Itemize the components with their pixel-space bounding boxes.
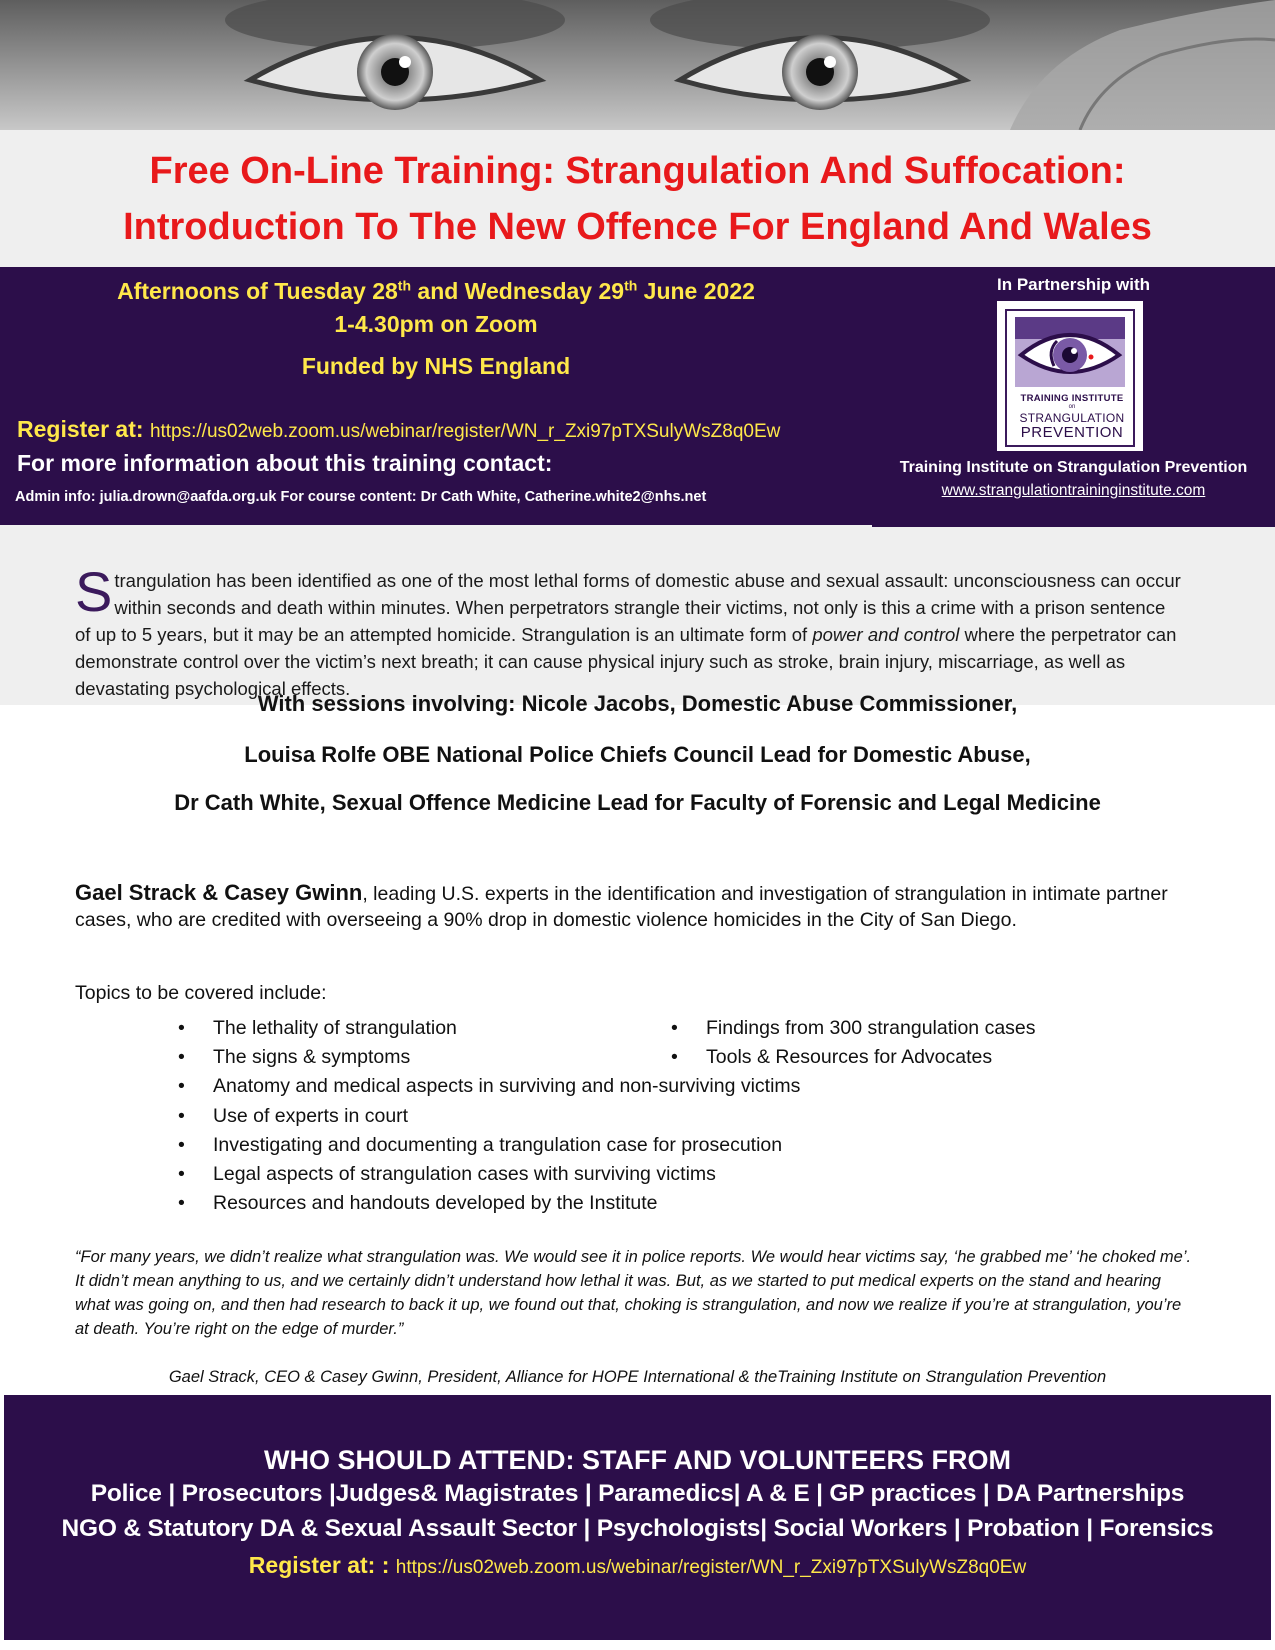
list-item <box>671 1013 1036 1044</box>
experts-paragraph <box>75 880 1185 933</box>
list-item <box>178 1013 457 1044</box>
institute-website-link[interactable]: www.strangulationtraininginstitute.com <box>941 482 1206 499</box>
audience-heading: WHO SHOULD ATTEND: STAFF AND VOLUNTEERS FROM <box>264 1445 1011 1475</box>
event-details-panel <box>0 267 872 525</box>
intro-italic: power and control <box>812 624 960 645</box>
bullet: • <box>178 1192 185 1214</box>
logo-text-1: TRAINING INSTITUTE <box>1020 393 1124 404</box>
date-text-1: Afternoons of Tuesday 28 <box>117 278 398 304</box>
intro-paragraph <box>75 560 1185 702</box>
list-item <box>178 1159 716 1190</box>
session-speaker-2: Louisa Rolfe OBE National Police Chiefs Council Lead for Domestic Abuse, <box>244 742 1031 767</box>
date-sup-2: th <box>624 277 638 294</box>
topic-text: The signs & symptoms <box>213 1046 411 1068</box>
logo-text-2: on <box>1068 404 1076 410</box>
title-line-2: Introduction To The New Offence For England And Wales <box>123 206 1152 248</box>
topic-text: Findings from 300 strangulation cases <box>706 1017 1036 1039</box>
bottom-register-link[interactable]: https://us02web.zoom.us/webinar/register/WN_r_Zxi97pTXSulyWsZ8q0Ew <box>395 1557 1027 1578</box>
quote-attribution: Gael Strack, CEO & Casey Gwinn, President, Alliance for HOPE International & theTraining Institute on Strangulation Prevention <box>168 1368 1107 1386</box>
intro-section <box>0 527 1275 705</box>
bullet: • <box>671 1046 678 1068</box>
topic-text: The lethality of strangulation <box>213 1017 457 1039</box>
date-text-3: June 2022 <box>637 278 755 304</box>
hero-eyes-image <box>0 0 1275 130</box>
partner-panel <box>872 267 1275 527</box>
topics-label: Topics to be covered include: <box>75 982 327 1004</box>
list-item <box>178 1101 409 1132</box>
testimonial-quote: “For many years, we didn’t realize what strangulation was. We would see it in police reports. We would hear victims say, ‘he grabbed me’ ‘he choked me’. It didn’t mean anything to us, and we certainly didn’t understand how lethal it was. But, as we started to put medical experts on the stand and hearing what was going on, and then had research to back it up, we found out that, choking is strangulation, and now we realize if you’re at strangulation, you’re at death. You’re right on the edge of murder.” <box>75 1248 1192 1338</box>
list-item <box>178 1071 801 1102</box>
contact-info: Admin info: julia.drown@aafda.org.uk For course content: Dr Cath White, Catherine.white2@nhs.net <box>15 489 707 505</box>
topic-text: Investigating and documenting a trangulation case for prosecution <box>213 1134 783 1156</box>
bullet: • <box>178 1134 185 1156</box>
title-band <box>0 130 1275 267</box>
list-item <box>671 1042 993 1073</box>
bullet: • <box>671 1017 678 1039</box>
intro-text-2: where the perpetrator can demonstrate control over the victim’s next breath; it can cause physical injury such as stroke, brain injury, miscarriage, as well as devastating psychological effects. <box>75 624 1177 699</box>
event-info-band <box>0 267 1275 527</box>
event-date <box>0 275 872 307</box>
bullet: • <box>178 1105 185 1127</box>
intro-text-1: trangulation has been identified as one of the most lethal forms of domestic abuse and sexual assault: unconsciousness can occur within seconds and death within minutes. When perpetrators strangle their victims, not only is this a crime with a prison sentence of up to 5 years, but it may be an attempted homicide. Strangulation is an ultimate form of <box>75 570 1181 645</box>
register-link[interactable]: https://us02web.zoom.us/webinar/register/WN_r_Zxi97pTXSulyWsZ8q0Ew <box>149 421 781 442</box>
topic-text: Tools & Resources for Advocates <box>706 1046 993 1068</box>
list-item <box>178 1130 783 1161</box>
eye-logo-icon <box>1007 311 1133 391</box>
logo-text-3: STRANGULATION <box>1019 411 1125 425</box>
date-sup-1: th <box>397 277 412 294</box>
experts-description: , leading U.S. experts in the identification and investigation of strangulation in intimate partner cases, who are credited with overseeing a 90% drop in domestic violence homicides in the City of San Diego. <box>75 883 1168 931</box>
topic-text: Resources and handouts developed by the Institute <box>213 1192 658 1214</box>
audience-line-1: Police | Prosecutors |Judges& Magistrates | Paramedics| A & E | GP practices | DA Partnerships <box>90 1480 1185 1507</box>
title-line-1: Free On-Line Training: Strangulation And Suffocation: <box>149 150 1126 192</box>
audience-band <box>4 1395 1271 1640</box>
bullet: • <box>178 1163 185 1185</box>
funding-note: Funded by NHS England <box>301 353 571 379</box>
logo-text-4: PREVENTION <box>1020 424 1124 441</box>
register-label: Register at: <box>17 416 150 442</box>
topic-text: Legal aspects of strangulation cases with surviving victims <box>213 1163 716 1185</box>
more-info-heading: For more information about this training contact: <box>17 450 553 476</box>
list-item <box>178 1188 658 1219</box>
session-speaker-1: With sessions involving: Nicole Jacobs, Domestic Abuse Commissioner, <box>257 691 1018 716</box>
event-time: 1-4.30pm on Zoom <box>334 311 538 337</box>
register-line <box>17 413 780 448</box>
page-title <box>0 130 1275 255</box>
bottom-register-line <box>4 1549 1271 1584</box>
institute-logo <box>997 301 1143 451</box>
dropcap: S <box>75 560 113 623</box>
eyes-illustration <box>0 0 1275 130</box>
topic-text: Anatomy and medical aspects in surviving and non-surviving victims <box>213 1075 801 1097</box>
partner-label: In Partnership with <box>996 275 1151 294</box>
session-speaker-3: Dr Cath White, Sexual Offence Medicine Lead for Faculty of Forensic and Legal Medicine <box>174 790 1101 815</box>
bullet: • <box>178 1046 185 1068</box>
institute-name: Training Institute on Strangulation Prevention <box>899 459 1248 476</box>
date-text-2: and Wednesday 29 <box>411 278 625 304</box>
audience-line-2: NGO & Statutory DA & Sexual Assault Sector | Psychologists| Social Workers | Probation | Forensics <box>61 1515 1214 1542</box>
topic-text: Use of experts in court <box>213 1105 409 1127</box>
list-item <box>178 1042 411 1073</box>
bottom-register-label: Register at: : <box>248 1552 396 1578</box>
bullet: • <box>178 1075 185 1097</box>
experts-names: Gael Strack & Casey Gwinn <box>75 880 363 905</box>
bullet: • <box>178 1017 185 1039</box>
